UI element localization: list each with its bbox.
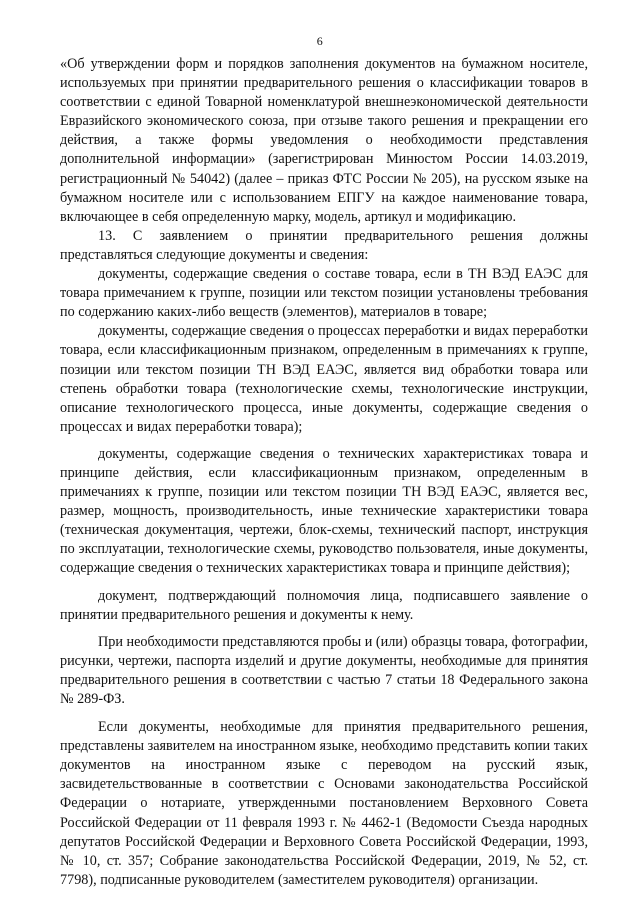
paragraph-foreign-language: Если документы, необходимые для принятия предварительного решения, представлены заявителем на иностранном языке, необходимо представить копии таких документов на иностранном языке с переводом на русский язык, засвидетельствованные в соответствии с Основами законодательства Российской Федерации о нотариате, утвержденными постановлением Верховного Совета Российской Федерации от 11 февраля 1993 г. № 4462-1 (Ведомости Съезда народных депутатов Российской Федерации и Верховного Совета Российской Федерации, 1993, № 10, ст. 357; Собрание законодательства Российской Федерации, 2019, № 52, ст. 7798), подписанные руководителем (заместителем руководителя) организации. xyxy=(60,719,588,888)
paragraph-composition-documents: документы, содержащие сведения о составе товара, если в ТН ВЭД ЕАЭС для товара примечанием к группе, позиции или текстом позиции установлены требования по содержанию каких-либо веществ (элементов), материалов в товаре; xyxy=(60,266,588,321)
page-body xyxy=(60,55,588,890)
paragraph-order-reference: «Об утверждении форм и порядков заполнения документов на бумажном носителе, используемых при принятии предварительного решения о классификации товаров в соответствии с единой Товарной номенклатурой внешнеэкономической деятельности Евразийского экономического союза, при отзыве такого решения и прекращении его действия, а также формы уведомления о необходимости представления дополнительной информации» (зарегистрирован Минюстом России 14.03.2019, регистрационный № 54042) (далее – приказ ФТС России № 205), на русском языке на бумажном носителе или с использованием ЕПГУ на каждое наименование товара, включающее в себя определенную марку, модель, артикул и модификацию. xyxy=(60,56,588,225)
paragraph-samples: При необходимости представляются пробы и (или) образцы товара, фотографии, рисунки, чертежи, паспорта изделий и другие документы, необходимые для принятия предварительного решения в соответствии с частью 7 статьи 18 Федерального закона № 289-ФЗ. xyxy=(60,633,588,707)
paragraph-technical-documents: документы, содержащие сведения о технических характеристиках товара и принципе действия, если классификационным признаком, определенным в примечаниях к группе, позиции или текстом позиции ТН ВЭД ЕАЭС, является вес, размер, мощность, производительность, иные технические характеристики товара (техническая документация, чертежи, блок-схемы, технический паспорт, инструкция по эксплуатации, технологические схемы, руководство пользователя, иные документы, содержащие сведения о технических характеристиках товара и принципе действия); xyxy=(60,445,588,577)
paragraph-authority-document: документ, подтверждающий полномочия лица, подписавшего заявление о принятии предварительного решения и документы к нему. xyxy=(60,587,588,623)
paragraph-item-13: 13. С заявлением о принятии предварительного решения должны представляться следующие документы и сведения: xyxy=(60,227,588,263)
paragraph-processing-documents: документы, содержащие сведения о процессах переработки и видах переработки товара, если классификационным признаком, определенным в примечаниях к группе, позиции или текстом позиции ТН ВЭД ЕАЭС, является вид обработки товара или степень обработки товара (технологические схемы, технологические инструкции, описание технологического процесса, иные документы, содержащие сведения о процессах и видах переработки товара); xyxy=(60,323,588,435)
page-number: 6 xyxy=(316,34,324,48)
